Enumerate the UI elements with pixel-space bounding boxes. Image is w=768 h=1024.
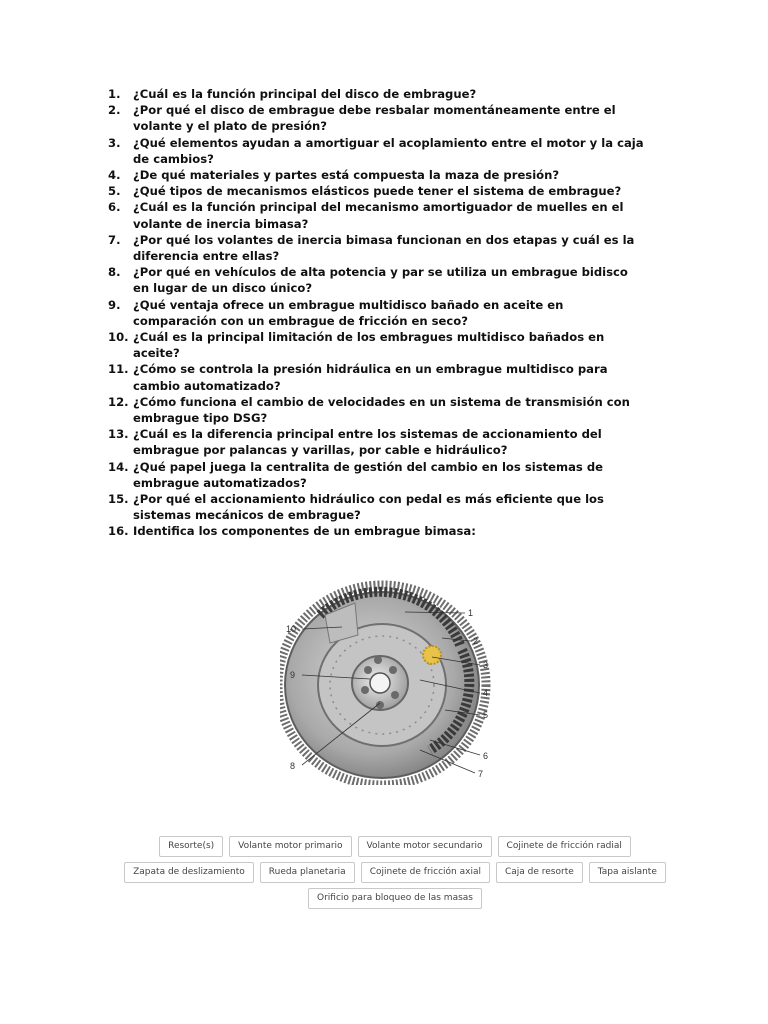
question-text: ¿Por qué el disco de embrague debe resbalar momentáneamente entre el volante y el plato de presión? [133, 103, 616, 134]
question-number: 12. [108, 394, 129, 409]
answer-chip[interactable]: Rueda planetaria [260, 862, 355, 883]
answer-chip[interactable]: Tapa aislante [589, 862, 666, 883]
callout-number: 9 [290, 670, 296, 680]
callout-number: 4 [483, 688, 489, 698]
question-text: ¿Qué elementos ayudan a amortiguar el acoplamiento entre el motor y la caja de cambios? [133, 135, 644, 166]
callout-number: 6 [483, 751, 489, 761]
question-text: ¿Cuál es la función principal del mecanismo amortiguador de muelles en el volante de inercia bimasa? [133, 200, 624, 231]
answer-chip[interactable]: Zapata de deslizamiento [124, 862, 254, 883]
answer-chip-bank [133, 836, 657, 914]
callout-number: 1 [468, 608, 474, 618]
question-number: 3. [108, 135, 121, 150]
dual-mass-flywheel-figure [280, 575, 510, 785]
question-number: 6. [108, 200, 121, 215]
question-item [108, 329, 648, 361]
chip-row [140, 836, 650, 857]
question-text: ¿Cuál es la principal limitación de los embragues multidisco bañados en aceite? [133, 330, 605, 361]
question-number: 7. [108, 232, 121, 247]
answer-chip[interactable]: Cojinete de fricción axial [361, 862, 490, 883]
question-number: 5. [108, 184, 121, 199]
question-text: ¿Qué tipos de mecanismos elásticos puede tener el sistema de embrague? [133, 184, 622, 199]
question-item [108, 297, 648, 329]
question-item [108, 199, 648, 231]
question-item [108, 86, 648, 102]
question-list [108, 86, 648, 540]
question-text: ¿De qué materiales y partes está compuesta la maza de presión? [133, 168, 560, 183]
question-item [108, 426, 648, 458]
question-number: 2. [108, 103, 121, 118]
question-text: ¿Cómo se controla la presión hidráulica en un embrague multidisco para cambio automatizado? [133, 362, 608, 393]
question-text: ¿Cómo funciona el cambio de velocidades en un sistema de transmisión con embrague tipo DSG? [133, 394, 630, 426]
question-text: Identifica los componentes de un embrague bimasa: [133, 524, 476, 539]
question-item [108, 167, 648, 183]
question-text: ¿Por qué en vehículos de alta potencia y par se utiliza un embrague bidisco en lugar de un disco único? [133, 265, 628, 296]
question-number: 16. [108, 524, 129, 539]
question-text: ¿Qué ventaja ofrece un embrague multidisco bañado en aceite en comparación con un embrague de fricción en seco? [133, 297, 564, 328]
flywheel-illustration [280, 575, 510, 785]
answer-chip[interactable]: Cojinete de fricción radial [498, 836, 631, 857]
callout-number: 2 [473, 636, 479, 646]
chip-row [140, 888, 650, 909]
question-item [108, 459, 648, 491]
chip-row [133, 862, 657, 883]
question-text: ¿Por qué los volantes de inercia bimasa funcionan en dos etapas y cuál es la diferencia entre ellas? [133, 232, 635, 264]
answer-chip[interactable]: Orificio para bloqueo de las masas [308, 888, 482, 909]
question-text: ¿Por qué el accionamiento hidráulico con pedal es más eficiente que los sistemas mecánicos de embrague? [133, 492, 604, 523]
question-item [108, 135, 648, 167]
question-item [108, 523, 648, 539]
planet-gear [423, 646, 441, 664]
question-number: 9. [108, 297, 121, 312]
answer-chip[interactable]: Resorte(s) [159, 836, 223, 857]
question-number: 1. [108, 87, 121, 101]
question-item [108, 232, 648, 264]
question-item [108, 491, 648, 523]
question-item [108, 183, 648, 199]
callout-number: 10 [286, 624, 297, 634]
answer-chip[interactable]: Caja de resorte [496, 862, 583, 883]
question-item [108, 361, 648, 393]
question-number: 4. [108, 168, 121, 183]
question-text: ¿Qué papel juega la centralita de gestión del cambio en los sistemas de embrague automatizados? [133, 459, 604, 490]
callout-number: 5 [483, 710, 489, 720]
question-number: 11. [108, 362, 129, 377]
question-item [108, 102, 648, 134]
question-number: 13. [108, 427, 129, 442]
callout-number: 3 [483, 660, 489, 670]
question-number: 10. [108, 330, 129, 345]
question-item [108, 394, 648, 426]
callout-number: 8 [290, 761, 296, 771]
question-number: 14. [108, 459, 129, 474]
question-number: 8. [108, 265, 121, 280]
answer-chip[interactable]: Volante motor primario [229, 836, 351, 857]
question-text: ¿Cuál es la diferencia principal entre los sistemas de accionamiento del embrague por palancas y varillas, por cable e hidráulico? [133, 427, 602, 458]
answer-chip[interactable]: Volante motor secundario [358, 836, 492, 857]
question-number: 15. [108, 492, 129, 507]
callout-number: 7 [478, 769, 484, 779]
question-item [108, 264, 648, 296]
question-text: ¿Cuál es la función principal del disco de embrague? [133, 87, 477, 101]
